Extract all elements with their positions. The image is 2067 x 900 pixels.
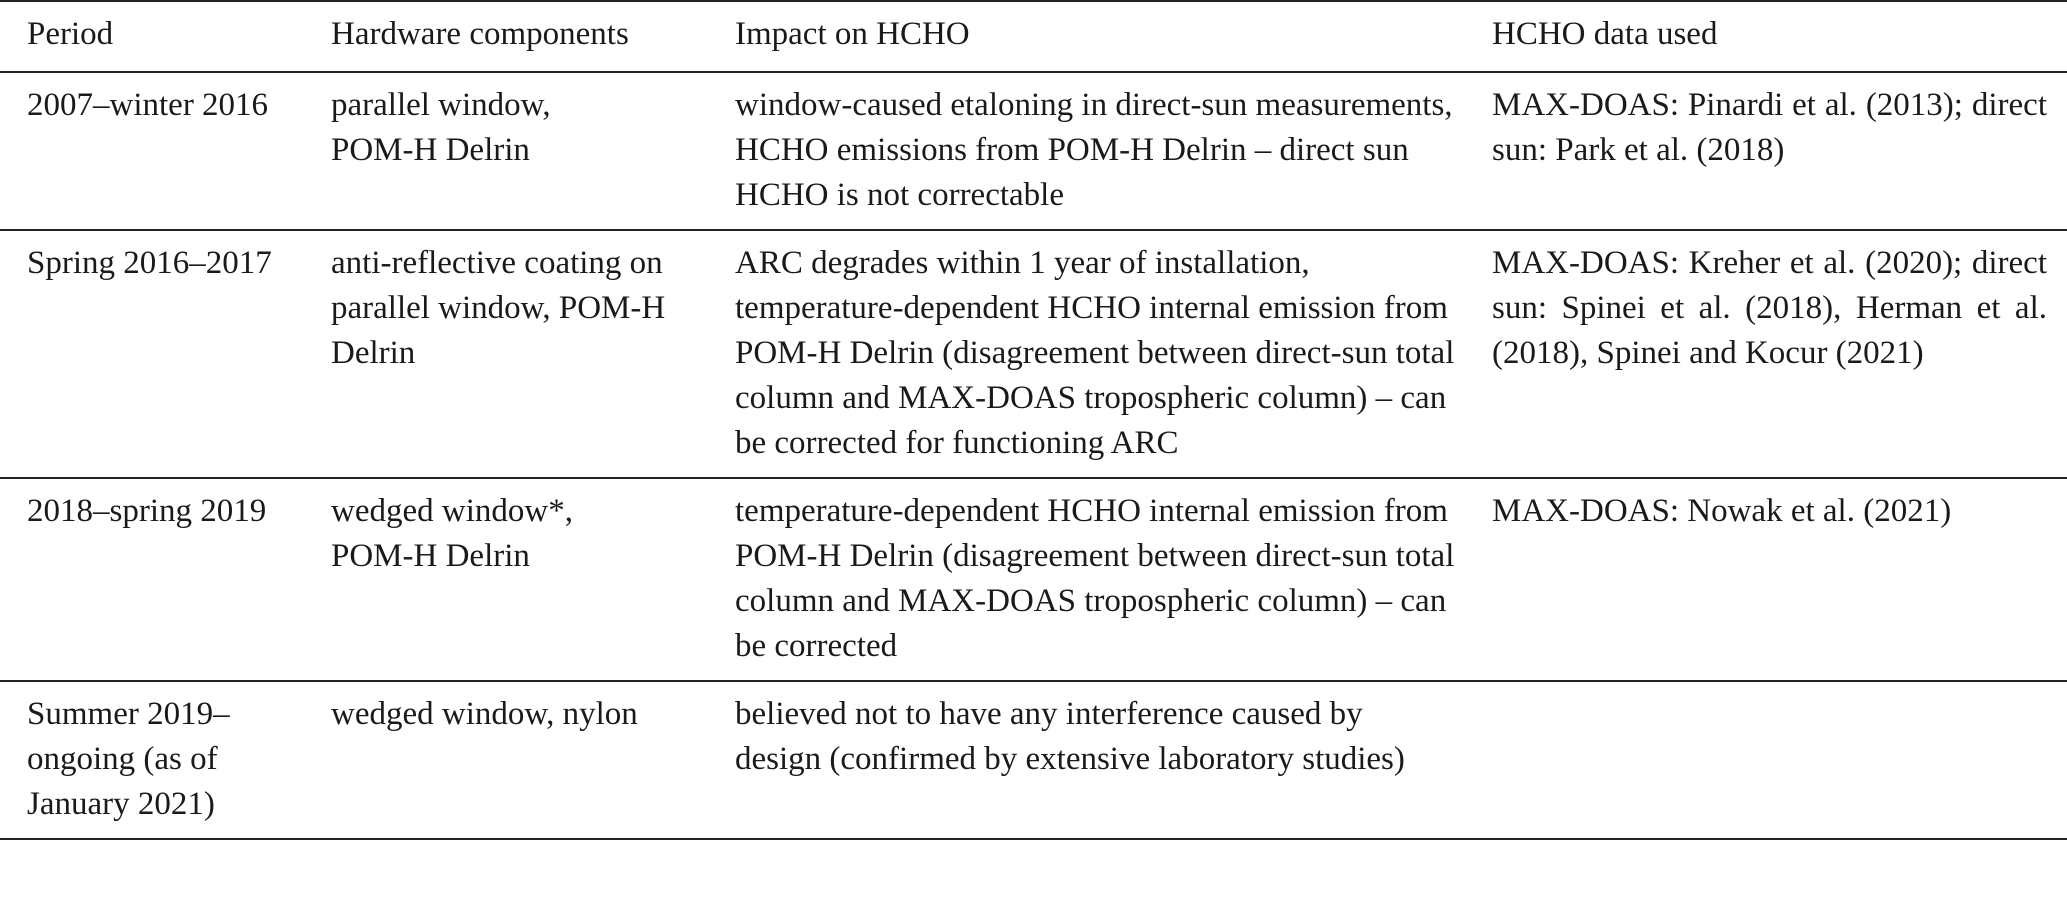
cell-period	[0, 681, 331, 839]
cell-impact	[735, 478, 1492, 681]
impact-text: temperature-dependent HCHO internal emission from POM-H Delrin (disagreement between direct-sun total column and MAX-DOAS tropospheric column) – can be corrected	[735, 493, 1455, 664]
table-row	[0, 478, 2067, 681]
table-body	[0, 72, 2067, 839]
cell-data-used	[1492, 681, 2067, 839]
hardware-text: anti-reflective coating on parallel window, POM-H Delrin	[331, 245, 666, 371]
impact-text: window-caused etaloning in direct-sun measurements, HCHO emissions from POM-H Delrin – direct sun HCHO is not correctable	[735, 87, 1453, 213]
hardware-text: wedged window*, POM-H Delrin	[331, 493, 573, 574]
cell-hardware	[331, 72, 735, 230]
impact-text: ARC degrades within 1 year of installation, temperature-dependent HCHO internal emission from POM-H Delrin (disagreement between direct-sun total column and MAX-DOAS tropospheric column) – can be corrected for functioning ARC	[735, 245, 1455, 461]
cell-period	[0, 478, 331, 681]
data-used-text: MAX-DOAS: Nowak et al. (2021)	[1492, 493, 1952, 529]
data-used-text: MAX-DOAS: Pinardi et al. (2013); direct sun: Park et al. (2018)	[1492, 87, 2047, 168]
cell-impact	[735, 72, 1492, 230]
table-row	[0, 72, 2067, 230]
cell-data-used	[1492, 230, 2067, 478]
period-text: 2007–winter 2016	[27, 87, 269, 123]
cell-impact	[735, 230, 1492, 478]
table-row	[0, 230, 2067, 478]
table-header	[0, 1, 2067, 72]
header-row	[0, 1, 2067, 72]
header-data-used: HCHO data used	[1492, 1, 2067, 72]
cell-data-used	[1492, 478, 2067, 681]
impact-text: believed not to have any interference caused by design (confirmed by extensive laboratory studies)	[735, 696, 1405, 777]
cell-hardware	[331, 681, 735, 839]
hardware-text: wedged window, nylon	[331, 696, 638, 732]
cell-data-used	[1492, 72, 2067, 230]
hardware-text: parallel window, POM-H Delrin	[331, 87, 551, 168]
period-text: 2018–spring 2019	[27, 493, 267, 529]
header-impact: Impact on HCHO	[735, 1, 1492, 72]
header-hardware: Hardware components	[331, 1, 735, 72]
period-text: Spring 2016–2017	[27, 245, 272, 281]
cell-period	[0, 230, 331, 478]
period-text: Summer 2019–ongoing (as of January 2021)	[27, 696, 230, 822]
table-row	[0, 681, 2067, 839]
cell-hardware	[331, 478, 735, 681]
header-period: Period	[0, 1, 331, 72]
cell-impact	[735, 681, 1492, 839]
data-used-text: MAX-DOAS: Kreher et al. (2020); direct sun: Spinei et al. (2018), Herman et al. (2018), Spinei and Kocur (2021)	[1492, 245, 2047, 371]
cell-period	[0, 72, 331, 230]
cell-hardware	[331, 230, 735, 478]
